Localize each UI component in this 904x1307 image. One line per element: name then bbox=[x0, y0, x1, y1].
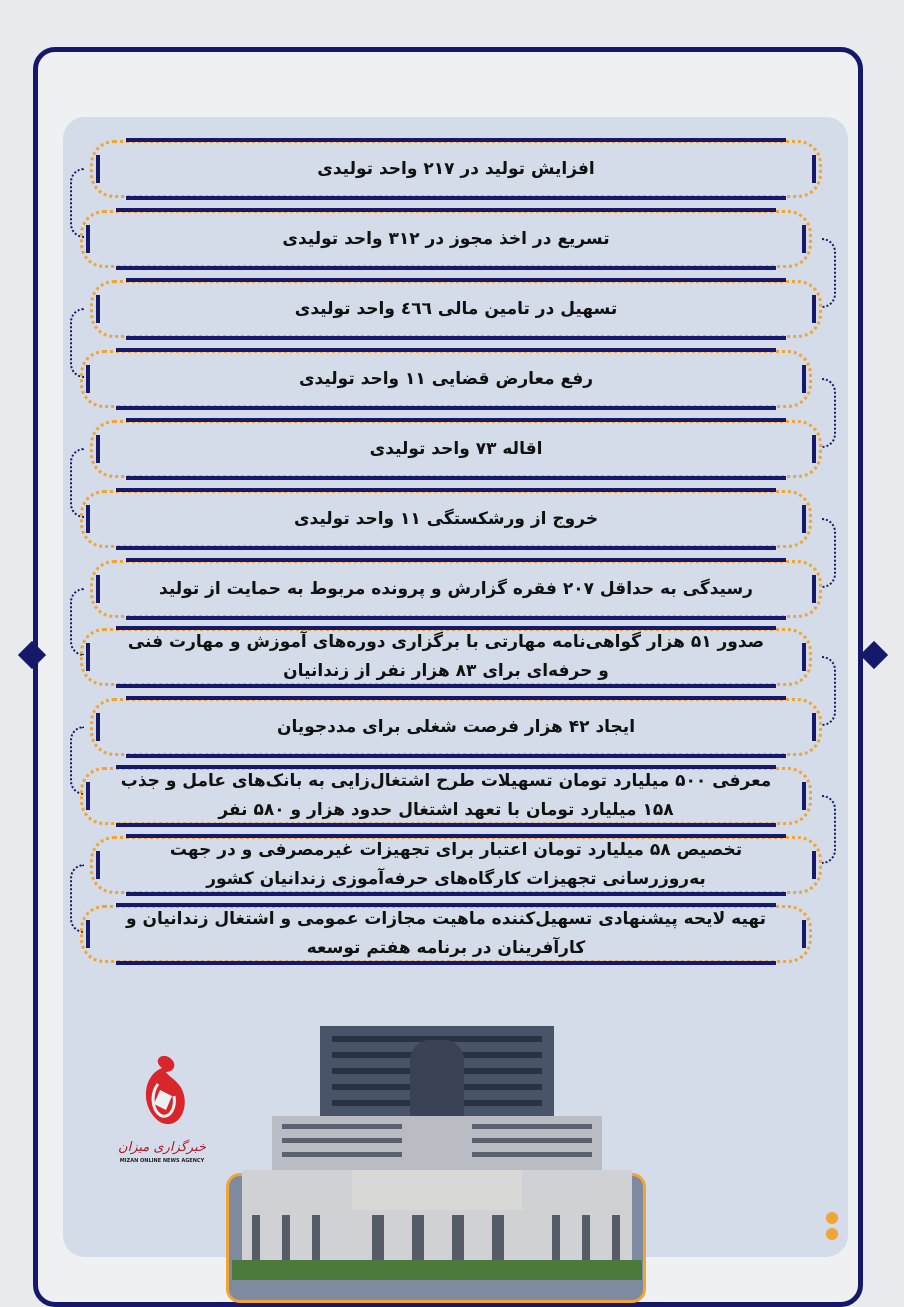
list-item bbox=[80, 350, 812, 408]
left-bar bbox=[86, 225, 90, 253]
list-item bbox=[80, 628, 812, 686]
left-bar bbox=[96, 295, 100, 323]
right-bar bbox=[802, 920, 806, 948]
left-bar bbox=[96, 575, 100, 603]
left-bar bbox=[96, 851, 100, 879]
building-photo bbox=[232, 1020, 642, 1280]
orange-dot bbox=[826, 1212, 838, 1224]
left-bar bbox=[86, 505, 90, 533]
right-bar bbox=[812, 851, 816, 879]
item-text: اقاله ۷۳ واحد تولیدی bbox=[369, 438, 543, 459]
left-bar bbox=[86, 643, 90, 671]
logo-name-en: MIZAN ONLINE NEWS AGENCY bbox=[119, 1158, 205, 1164]
right-bar bbox=[802, 225, 806, 253]
dotted-connector bbox=[822, 238, 836, 308]
item-text: صدور ۵۱ هزار گواهی‌نامه مهارتی با برگزاری دوره‌های آموزش و مهارت فنی و حرفه‌ای برای ۸۳ هزار نفر از زندانیان bbox=[127, 632, 765, 681]
list-item bbox=[90, 420, 822, 478]
left-bar bbox=[86, 782, 90, 810]
list-item bbox=[90, 140, 822, 198]
right-bar bbox=[802, 505, 806, 533]
item-text: تهیه لایحه پیشنهادی تسهیل‌کننده ماهیت مجازات عمومی و اشتغال زندانیان و کارآفرینان در برنامه هفتم توسعه bbox=[125, 909, 766, 958]
right-bar bbox=[812, 435, 816, 463]
left-bar bbox=[96, 435, 100, 463]
item-text: تسریع در اخذ مجوز در ۳۱۲ واحد تولیدی bbox=[282, 228, 610, 249]
right-bar bbox=[812, 155, 816, 183]
left-bar bbox=[86, 365, 90, 393]
list-item bbox=[80, 767, 812, 825]
mizan-logo bbox=[112, 1050, 212, 1185]
item-text: ایجاد ۴۲ هزار فرصت شغلی برای مددجویان bbox=[276, 716, 636, 737]
list-item bbox=[80, 490, 812, 548]
logo-name-fa: خبرگزاری میزان bbox=[118, 1140, 206, 1155]
dotted-connector bbox=[822, 795, 836, 864]
list-item bbox=[90, 836, 822, 894]
right-bar bbox=[812, 295, 816, 323]
right-bar bbox=[802, 782, 806, 810]
right-bar bbox=[802, 365, 806, 393]
item-text: معرفی ۵۰۰ میلیارد تومان تسهیلات طرح اشتغال‌زایی به بانک‌های عامل و جذب ۱۵۸ میلیارد تومان با تعهد اشتغال حدود هزار و ۵۸۰ نفر bbox=[120, 771, 772, 820]
left-bar bbox=[86, 920, 90, 948]
right-bar bbox=[812, 575, 816, 603]
dotted-connector bbox=[822, 518, 836, 588]
right-bar bbox=[802, 643, 806, 671]
item-text: افزایش تولید در ۲۱۷ واحد تولیدی bbox=[317, 158, 595, 179]
orange-dot bbox=[826, 1228, 838, 1240]
list-item bbox=[90, 280, 822, 338]
item-text: خروج از ورشکستگی ۱۱ واحد تولیدی bbox=[293, 508, 599, 529]
left-bar bbox=[96, 155, 100, 183]
dotted-connector bbox=[822, 656, 836, 726]
dotted-connector bbox=[822, 378, 836, 448]
list-item bbox=[90, 698, 822, 756]
list-item bbox=[80, 905, 812, 963]
item-text: تخصیص ۵۸ میلیارد تومان اعتبار برای تجهیزات غیرمصرفی و در جهت به‌روزرسانی تجهیزات کارگاه‌های حرفه‌آموزی زندانیان کشور bbox=[169, 840, 743, 889]
item-text: تسهیل در تامین مالی ٤٦٦ واحد تولیدی bbox=[294, 298, 618, 319]
right-diamond-ornament bbox=[860, 641, 888, 669]
item-text: رفع معارض قضایی ۱۱ واحد تولیدی bbox=[298, 368, 594, 389]
mizan-logo-icon bbox=[122, 1050, 202, 1140]
list-item bbox=[80, 210, 812, 268]
item-text: رسیدگی به حداقل ۲۰۷ فقره گزارش و پرونده مربوط به حمایت از تولید bbox=[159, 578, 753, 599]
right-bar bbox=[812, 713, 816, 741]
list-item bbox=[90, 560, 822, 618]
left-bar bbox=[96, 713, 100, 741]
